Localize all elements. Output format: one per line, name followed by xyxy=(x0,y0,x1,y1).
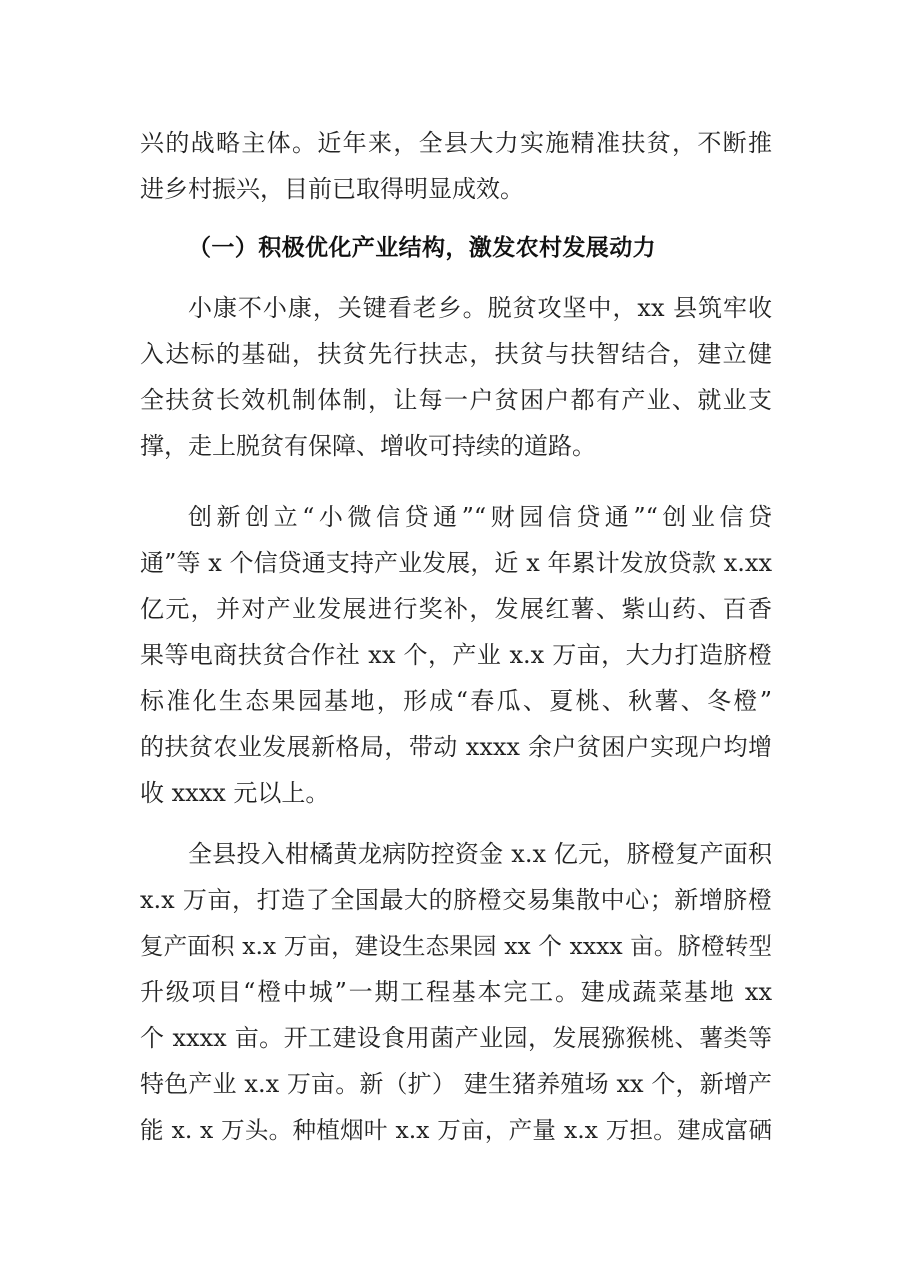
text-line: 能 x. x 万头。种植烟叶 x.x 万亩，产量 x.x 万担。建成富硒 xyxy=(140,1116,772,1144)
text-line: 撑，走上脱贫有保障、增收可持续的道路。 xyxy=(140,432,596,460)
text-line: 标准化生态果园基地，形成“春瓜、夏桃、秋薯、冬橙” xyxy=(140,687,772,715)
text-line: 的扶贫农业发展新格局，带动 xxxx 余户贫困户实现户均增 xyxy=(140,733,772,761)
text-line: 全县投入柑橘黄龙病防控资金 x.x 亿元，脐橙复产面积 xyxy=(188,840,772,868)
text-line: 小康不小康，关键看老乡。脱贫攻坚中，xx 县筑牢收 xyxy=(188,294,772,322)
text-line: 复产面积 x.x 万亩，建设生态果园 xx 个 xxxx 亩。脐橙转型 xyxy=(140,932,772,960)
text-line: 全扶贫长效机制体制，让每一户贫困户都有产业、就业支 xyxy=(140,386,772,414)
text-line: 通”等 x 个信贷通支持产业发展，近 x 年累计发放贷款 x.xx xyxy=(140,549,772,577)
section-heading: （一）积极优化产业结构，激发农村发展动力 xyxy=(188,235,656,261)
text-line: 创新创立“小微信贷通”“财园信贷通”“创业信贷 xyxy=(188,503,772,531)
text-line: 进乡村振兴，目前已取得明显成效。 xyxy=(140,175,524,203)
text-line: 个 xxxx 亩。开工建设食用菌产业园，发展猕猴桃、薯类等 xyxy=(140,1024,772,1052)
text-line: 亿元，并对产业发展进行奖补，发展红薯、紫山药、百香 xyxy=(140,595,772,623)
text-line: 兴的战略主体。近年来，全县大力实施精准扶贫，不断推 xyxy=(140,129,772,157)
text-line: 入达标的基础，扶贫先行扶志，扶贫与扶智结合，建立健 xyxy=(140,340,772,368)
text-line: x.x 万亩，打造了全国最大的脐橙交易集散中心；新增脐橙 xyxy=(140,886,772,914)
text-line: 收 xxxx 元以上。 xyxy=(140,779,330,807)
text-line: 特色产业 x.x 万亩。新（扩） 建生猪养殖场 xx 个，新增产 xyxy=(140,1070,772,1098)
text-line: 升级项目“橙中城”一期工程基本完工。建成蔬菜基地 xx xyxy=(140,978,772,1006)
text-line: 果等电商扶贫合作社 xx 个，产业 x.x 万亩，大力打造脐橙 xyxy=(140,641,772,669)
